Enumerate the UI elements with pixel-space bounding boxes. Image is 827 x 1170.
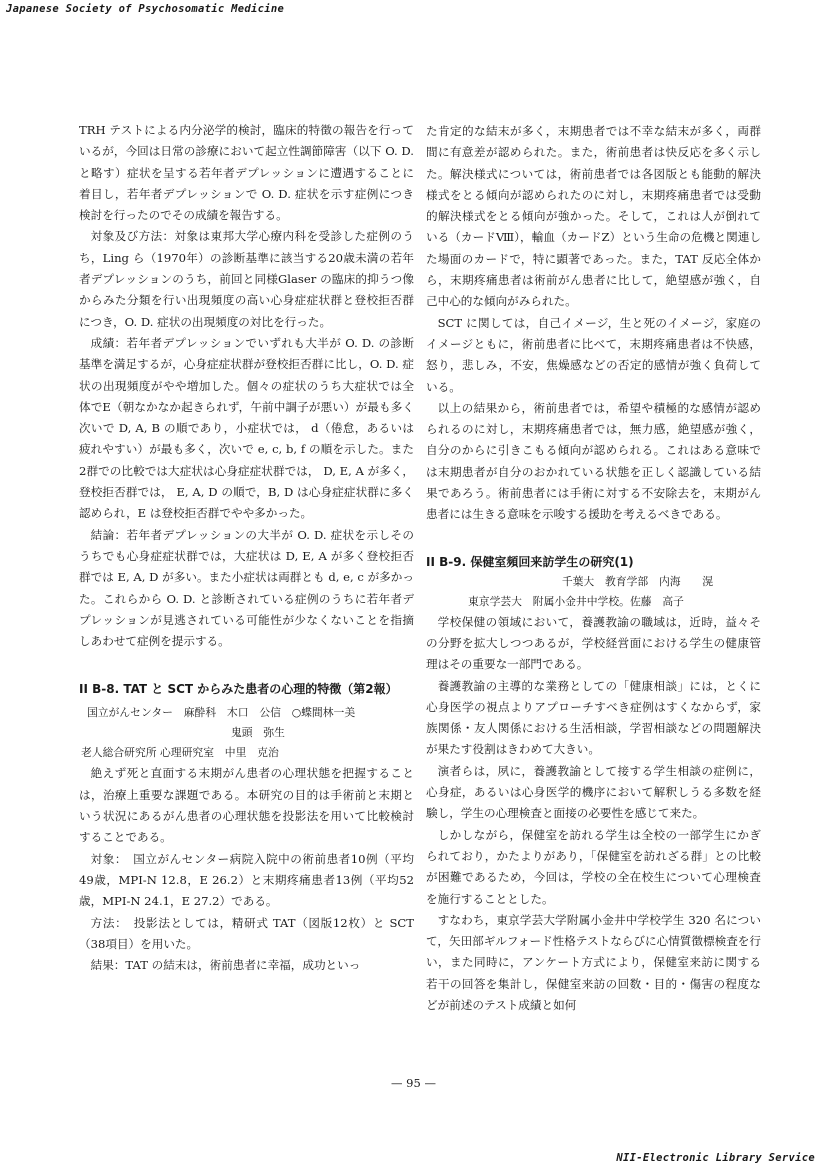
section-heading-b8: II B-8. TAT と SCT からみた患者の心理的特徴（第2報） (79, 682, 398, 697)
page-number: — 95 — (391, 1076, 436, 1090)
methods-paragraph: 対象及び方法：対象は東邦大学心療内科を受診した症例のうち，Ling ら（1970年）の診断基準に該当する20歳未満の若年者デプレッションのうち，前回と同様Glaser の臨床的抑うつ像からみた分類を行い出現頻度の高い心身症症状群と登校拒否群につき，O. D. 症状の出現頻度の対比を行った。 (79, 229, 414, 329)
journal-header: Japanese Society of Psychosomatic Medicine (6, 3, 285, 15)
conclusion-paragraph: 結論：若年者デプレッションの大半が O. D. 症状を示しそのうちでも心身症症状群では，大症状は D, E, A が多く登校拒否群では E, A, D が多い。また小症状は両群とも d, e, c が多かった。これらから O. D. と診断されている症例のうちに若年者デプレッションが見逃されている可能性が少なくないことを指摘しあわせて症例を提示する。 (79, 527, 414, 649)
left-column (79, 120, 414, 976)
library-footer: NII-Electronic Library Service (616, 1152, 815, 1164)
author-affiliation: 東京学芸大 附属小金井中学校。佐藤 高子 (468, 594, 684, 608)
results-paragraph: 成績：若年者デプレッションでいずれも大半が O. D. の診断基準を満足するが，心身症症状群が登校拒否群に比し，O. D. 症状の出現頻度がやや増加した。個々の症状のうち大症状では全体でE（朝なかなか起きられず，午前中調子が悪い）が最も多く次いで D, A, B の順であり，小症状では， d（倦怠，あるいは疲れやすい）が最も多く，次いで e, c, b, f の順を示した。また2群での比較では大症状は心身症症状群では， D, E, A が多く，登校拒否群では， E, A, D の順で，B, D は心身症症状群に多く認められ，E は登校拒否群でやや多かった。 (79, 335, 414, 521)
right-column (426, 121, 761, 1016)
body-paragraph: 結果：TAT の結末は，術前患者に幸福，成功といっ (90, 958, 361, 973)
body-paragraph: 学校保健の領域において，養護教諭の職域は，近時，益々その分野を拡大しつつあるが，学校経営面における学生の健康管理はその重要な一部門である。 (426, 614, 761, 672)
summary-paragraph: 以上の結果から，術前患者では，希望や積極的な感情が認められるのに対し，末期疼痛患者では，無力感，絶望感が強く，自分のからに引きこもる傾向が認められる。これはある意味では末期患者が自分のおかれている状態を正しく認識している結果であろう。術前患者には手術に対する不安除去を，末期がん患者には生きる意味を示唆する援助を考えるべきである。 (426, 400, 761, 522)
body-paragraph: 方法： 投影法としては，精研式 TAT（図版12枚）と SCT（38項目）を用いた。 (79, 915, 414, 951)
body-paragraph: 演者らは，夙に，養護教諭として接する学生相談の症例に，心身症，あるいは心身医学的機序において解釈しうる多数を経験し，学生の心理検査と面接の必要性を感じて来た。 (426, 763, 761, 821)
body-paragraph: すなわち，東京学芸大学附属小金井中学校学生 320 名について，矢田部ギルフォード性格テストならびに心情質徴標検査を行い，また同時に，アンケート方式により，保健室来訪に関する若干の回答を集計し，保健室来訪の回数・目的・傷害の程度などが前述のテスト成績と如何 (426, 912, 761, 1012)
author-affiliation: 老人総合研究所 心理研究室 中里 克治 (81, 746, 279, 760)
author-affiliation: 国立がんセンター 麻酔科 木口 公信 ○蝶間林一美 (87, 706, 356, 720)
sct-paragraph: SCT に関しては，自己イメージ，生と死のイメージ，家庭のイメージともに，術前患者に比べて，末期疼痛患者は不快感，怒り，悲しみ，不安，焦燥感などの否定的感情が強く負荷している。 (426, 315, 761, 394)
author-affiliation: 鬼頭 弥生 (231, 726, 285, 740)
intro-paragraph: TRH テストによる内分泌学的検討，臨床的特徴の報告を行っているが，今回は日常の診療において起立性調節障害（以下 O. D. と略す）症状を呈する若年者デプレッションに遭遇することに着目し，若年者デプレッションで O. D. 症状を示す症例につき検討を行ったのでその成績を報告する。 (79, 123, 414, 223)
section-heading-b9: II B-9. 保健室頻回来訪学生の研究(1) (426, 554, 634, 569)
body-paragraph: しかしながら，保健室を訪れる学生は全校の一部学生にかぎられており，かたよりがあり，「保健室を訪れざる群」との比較が困難であるため，今回は，学校の全在校生について心理検査を施行することとした。 (426, 827, 761, 906)
continuation-paragraph: た肯定的な結末が多く，末期患者では不幸な結末が多く，両群間に有意差が認められた。また，術前患者は快反応を多く示した。解決様式については，術前患者では各図版とも能動的解決様式をとる傾向が認められたのに対し，末期疼痛患者では受動的解決様式をとる傾向が強かった。そして，これは人が倒れている（カードⅧ），輸血（カードZ）という生命の危機と関連した場面のカードで，特に顕著であった。また，TAT 反応全体から，末期疼痛患者は術前がん患者に比して，絶望感が強く，自己中心的な傾向がみられた。 (426, 124, 761, 309)
author-affiliation: 千葉大 教育学部 内海 滉 (561, 574, 713, 588)
body-paragraph: 養護教諭の主導的な業務としての「健康相談」には，とくに心身医学の視点よりアプローチすべき症例はすくなからず，家族関係・友人関係における生活相談，学習相談などの問題解決が果たす役割はきわめて大きい。 (426, 678, 761, 757)
body-paragraph: 絶えず死と直面する末期がん患者の心理状態を把握することは，治療上重要な課題である。本研究の目的は手術前と末期という状況にあるがん患者の心理状態を投影法を用いて比較検討することである。 (79, 766, 414, 845)
body-paragraph: 対象： 国立がんセンター病院入院中の術前患者10例（平均49歳，MPI-N 12.8，E 26.2）と末期疼痛患者13例（平均52歳，MPI-N 24.1，E 27.2）である。 (79, 851, 414, 909)
